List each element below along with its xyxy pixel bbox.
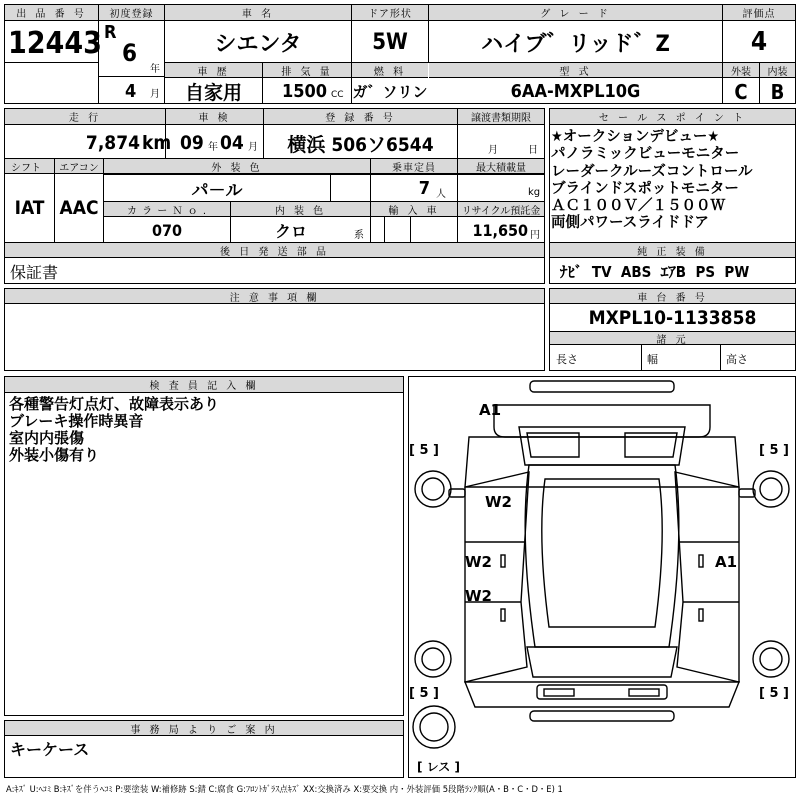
specs-label: 諸 元 — [550, 331, 795, 345]
grade: ハイブ゛リッド゛Z — [481, 31, 670, 57]
interior-label: 内装 — [760, 63, 795, 78]
interior-color-label: 内 装 色 — [231, 202, 370, 217]
spare-tire: [ レス ] — [417, 760, 460, 774]
tire-rear-left: [ 5 ] — [409, 686, 439, 701]
era: R — [104, 21, 117, 43]
inspector-note-line: ブレーキ操作時異音 — [9, 412, 144, 430]
shift: IAT — [14, 197, 45, 219]
capacity-label: 乗車定員 — [371, 159, 457, 174]
inspector-label: 検 査 員 記 入 欄 — [5, 377, 403, 393]
exterior-label: 外装 — [723, 63, 759, 78]
door-label: ドア形状 — [352, 5, 428, 21]
model-name: シエンタ — [214, 31, 302, 57]
ac: AAC — [59, 197, 99, 219]
sales-point-line: 両側パワースライドドア — [551, 215, 709, 232]
plate: 横浜 506ソ6544 — [287, 133, 434, 156]
color-label: 外 装 色 — [104, 159, 370, 174]
damage-mark-left-mid: W2 — [465, 553, 492, 571]
model-code-label: 型 式 — [429, 63, 722, 78]
color-no: 070 — [151, 220, 183, 240]
month-unit: 月 — [150, 88, 160, 100]
inspector-note-line: 室内内張傷 — [9, 429, 85, 447]
interior-score: B — [770, 79, 785, 104]
inspector-note-line: 外装小傷有り — [9, 446, 100, 464]
insp-year: 09 — [180, 132, 204, 154]
inspector-note-line: 各種警告灯点灯、故障表示あり — [9, 395, 220, 413]
lot-no-label: 出 品 番 号 — [5, 5, 98, 21]
sales-point-line: ブラインドスポットモニター — [551, 180, 739, 197]
parts-value: 保証書 — [10, 262, 59, 282]
tire-rear-right: [ 5 ] — [759, 686, 789, 701]
sales-points-label: セ ー ル ス ポ イ ン ト — [550, 109, 795, 125]
damage-mark-front: A1 — [479, 401, 502, 419]
displacement-unit: CC — [331, 90, 344, 100]
fuel-label: 燃 料 — [352, 63, 428, 78]
office-value: キーケース — [10, 739, 90, 759]
score: 4 — [750, 27, 768, 57]
fuel: ガ゛ソリン — [352, 83, 428, 101]
inspection-label: 車 検 — [166, 109, 263, 125]
inspector-notes — [9, 396, 399, 464]
caution-label: 注 意 事 項 欄 — [5, 289, 544, 304]
damage-mark-left-rear: W2 — [465, 587, 492, 605]
sales-point-line: パノラミックビューモニター — [551, 146, 740, 163]
chassis-label: 車 台 番 号 — [550, 289, 795, 304]
mileage: 7,874 — [85, 132, 140, 154]
lot-no: 12443 — [8, 25, 102, 61]
load-unit: kg — [528, 186, 541, 198]
recycle-label: リサイクル預託金 — [458, 202, 544, 217]
history: 自家用 — [184, 82, 242, 104]
history-label: 車 歴 — [165, 63, 262, 78]
length-label: 長さ — [556, 353, 578, 366]
insp-month: 04 — [220, 132, 244, 154]
ac-label: エアコン — [55, 159, 103, 174]
parts-label: 後 日 発 送 部 品 — [5, 243, 544, 258]
reg-year: 6 — [122, 39, 138, 67]
displacement-label: 排 気 量 — [263, 63, 351, 78]
sales-points-list — [551, 129, 795, 233]
load-label: 最大積載量 — [458, 159, 544, 174]
width-label: 幅 — [647, 353, 658, 366]
tire-front-right: [ 5 ] — [759, 443, 789, 458]
exterior-score: C — [734, 79, 748, 104]
grade-label: グ レ ー ド — [429, 5, 722, 21]
sales-point-line: ＡＣ１００Ｖ／１５００Ｗ — [551, 198, 725, 215]
insp-year-unit: 年 — [208, 141, 218, 153]
transfer-label: 譲渡書類期限 — [458, 109, 544, 125]
first-reg-label: 初度登録 — [99, 5, 164, 21]
color-no-label: カ ラ ー Ｎ ｏ . — [104, 202, 230, 217]
model-code: 6AA-MXPL10G — [510, 81, 641, 102]
import-label: 輸 入 車 — [371, 202, 457, 217]
color: パ－ル — [191, 180, 243, 201]
damage-mark-right-mid: A1 — [715, 553, 738, 571]
shift-label: シフト — [5, 159, 54, 174]
interior-color: クロ — [274, 221, 307, 241]
damage-mark-left-front: W2 — [485, 493, 512, 511]
interior-color-unit: 系 — [354, 229, 364, 241]
equipment-label: 純 正 装 備 — [550, 243, 795, 258]
car-diagram — [409, 377, 795, 777]
tire-front-left: [ 5 ] — [409, 443, 439, 458]
transfer-month-unit: 月 — [488, 144, 498, 156]
displacement: 1500 — [282, 81, 328, 102]
office-label: 事 務 局 よ り ご 案 内 — [5, 721, 403, 736]
sales-point-line: レーダークルーズコントロール — [551, 163, 753, 180]
insp-month-unit: 月 — [248, 141, 258, 153]
legend: A:ｷｽﾞ U:ﾍｺﾐ B:ｷｽﾞを伴うﾍｺﾐ P:要塗装 W:補修跡 S:錆 C:腐食 G:ﾌﾛﾝﾄｶﾞﾗｽ点ｷｽﾞ XX:交換済み X:要交換 内・外装評価 5段階ﾗﾝｸ順(A・B・C・D・E) 1 — [6, 784, 563, 794]
mileage-unit: km — [142, 132, 172, 154]
door: 5W — [372, 29, 408, 55]
capacity-unit: 人 — [436, 188, 446, 200]
equipment-value: ﾅﾋﾞ TV ABS ｴｱB PS PW — [560, 262, 750, 281]
capacity: 7 — [418, 177, 430, 199]
transfer-day-unit: 日 — [528, 144, 538, 156]
score-label: 評価点 — [723, 5, 795, 21]
sales-point-line: ★オークションデビュー★ — [551, 129, 720, 145]
reg-month: 4 — [125, 80, 137, 102]
model-name-label: 車 名 — [165, 5, 351, 21]
year-unit: 年 — [150, 63, 160, 75]
chassis-number: MXPL10-1133858 — [588, 307, 757, 329]
plate-label: 登 録 番 号 — [264, 109, 457, 125]
recycle-unit: 円 — [530, 229, 540, 241]
mileage-label: 走 行 — [5, 109, 165, 125]
recycle: 11,650 — [472, 220, 528, 240]
height-label: 高さ — [726, 353, 748, 366]
